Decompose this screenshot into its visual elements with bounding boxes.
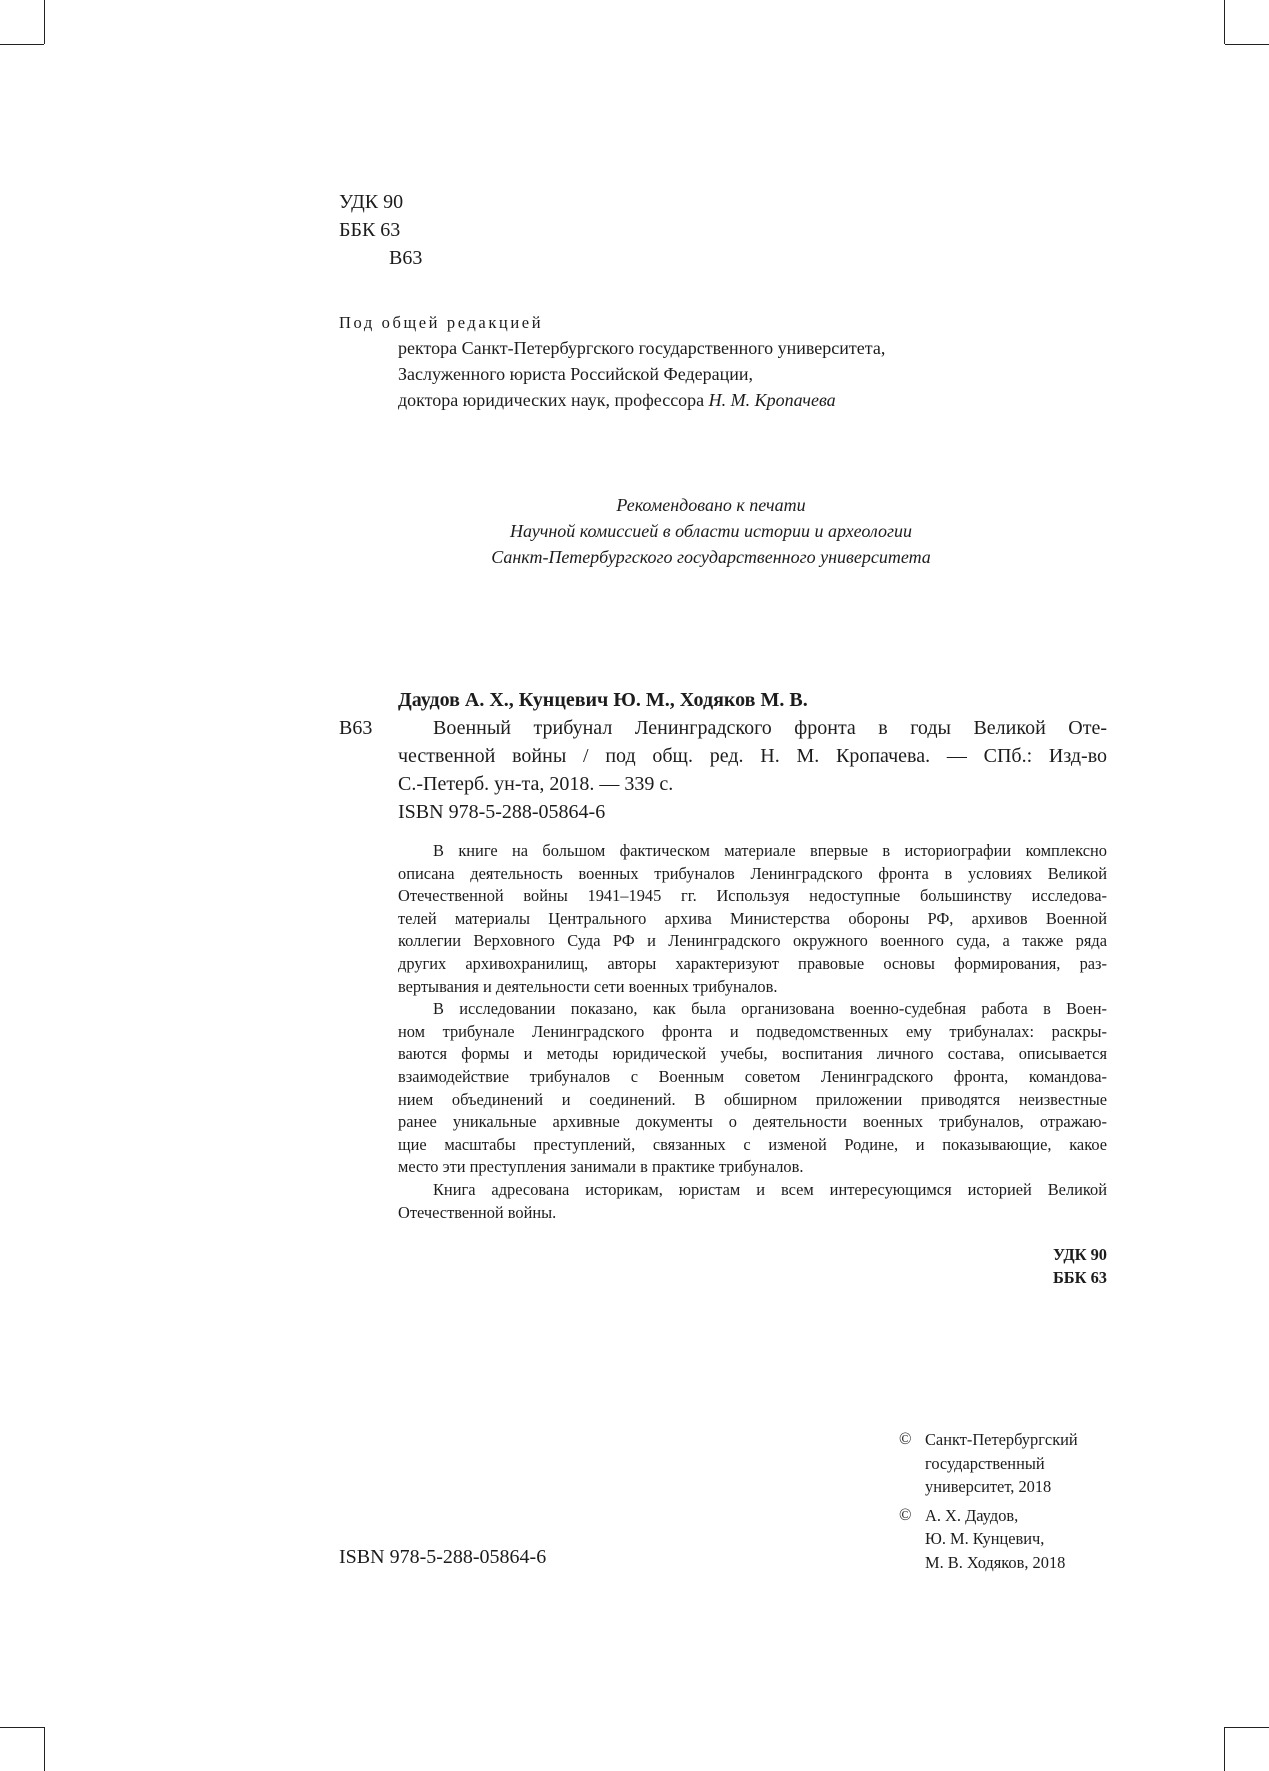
abstract-line: описана деятельность военных трибуналов Ленинградского фронта в условиях Великой — [398, 863, 1107, 883]
crop-mark-bottom-right-v — [1224, 1727, 1225, 1771]
bibliography-mark: В63 — [339, 717, 373, 739]
editorial-line: ректора Санкт-Петербургского государственного университета, — [398, 338, 886, 358]
recommendation-line: Рекомендовано к печати — [616, 495, 806, 515]
copyright-symbol: © — [899, 1429, 912, 1448]
abstract-line: Книга адресована историкам, юристам и всем интересующимся историей Великой — [433, 1179, 1107, 1199]
copyright-block — [899, 1428, 1078, 1574]
abstract-line: ранее уникальные архивные документы о деятельности военных трибуналов, отражаю- — [398, 1112, 1107, 1132]
bibliography-entry — [398, 714, 1107, 826]
copyright-symbol: © — [899, 1504, 912, 1524]
abstract-line: Отечественной войны. — [398, 1202, 557, 1222]
copyright-line: государственный — [925, 1453, 1045, 1473]
abstract-line: щие масштабы преступлений, связанных с изменой Родине, и показывающие, какое — [398, 1134, 1107, 1154]
abstract-line: нием объединений и соединений. В обширном приложении приводятся неизвестные — [398, 1089, 1107, 1109]
copyright-entry-university — [899, 1428, 1078, 1499]
index-codes — [900, 1244, 1107, 1289]
editorial-heading: Под общей редакцией — [339, 313, 544, 332]
abstract-line: ном трибунале Ленинградского фронта и подведомственных ему трибуналах: раскры- — [398, 1021, 1107, 1041]
recommendation-line: Научной комиссией в области истории и археологии — [509, 521, 913, 541]
recommendation-line: Санкт-Петербургского государственного университета — [491, 547, 931, 567]
crop-mark-top-right-v — [1224, 0, 1225, 44]
abstract-line: взаимодействие трибуналов с Военным советом Ленинградского фронта, командова- — [398, 1066, 1107, 1086]
copyright-line: университет, 2018 — [925, 1477, 1052, 1496]
copyright-line: Санкт-Петербургский — [925, 1430, 1078, 1449]
abstract-line: коллегии Верховного Суда РФ и Ленинградского окружного военного суда, а также ряда — [398, 931, 1107, 951]
abstract-line: вертывания и деятельности сети военных трибуналов. — [398, 976, 778, 996]
abstract-line: место эти преступления занимали в практике трибуналов. — [398, 1157, 804, 1177]
recommendation-block — [474, 492, 948, 570]
abstract-line: В исследовании показано, как была организована военно-судебная работа в Воен- — [433, 999, 1107, 1019]
footer-isbn: ISBN 978-5-288-05864-6 — [339, 1546, 547, 1568]
abstract-line: В книге на большом фактическом материале впервые в историографии комплексно — [433, 841, 1107, 860]
editor-name: Н. М. Кропачева — [708, 390, 836, 410]
bibliography-line: чественной войны / под общ. ред. Н. М. Кропачева. — СПб.: Изд-во — [398, 745, 1107, 767]
abstract-line: телей материалы Центрального архива Министерства обороны РФ, архивов Военной — [398, 908, 1107, 928]
copyright-line: А. Х. Даудов, — [925, 1505, 1019, 1525]
crop-mark-bottom-right-h — [1225, 1727, 1269, 1728]
copyright-entry-authors — [899, 1504, 1078, 1575]
abstract — [398, 840, 1107, 1224]
crop-mark-top-right-h — [1225, 44, 1269, 45]
abstract-line: других архивохранилищ, авторы характеризуют правовые основы формирования, раз- — [398, 953, 1107, 973]
copyright-line: Ю. М. Кунцевич, — [925, 1529, 1045, 1548]
abstract-line: Отечественной войны 1941–1945 гг. Используя недоступные большинству исследова- — [398, 886, 1107, 906]
bibliography-isbn: ISBN 978-5-288-05864-6 — [398, 801, 606, 823]
index-bbk: ББК 63 — [1052, 1267, 1107, 1287]
crop-mark-bottom-left-v — [44, 1727, 45, 1771]
crop-mark-bottom-left-h — [0, 1727, 44, 1728]
editorial-line: Заслуженного юриста Российской Федерации, — [398, 364, 753, 384]
crop-mark-top-left-v — [44, 0, 45, 44]
editorial-block — [339, 311, 885, 413]
bibliography-line: Военный трибунал Ленинградского фронта в годы Великой Оте- — [433, 717, 1107, 739]
copyright-line: М. В. Ходяков, 2018 — [925, 1552, 1066, 1572]
bbk-code: ББК 63 — [339, 219, 401, 241]
abstract-line: ваются формы и методы юридической учебы, воспитания личного состава, описывается — [398, 1044, 1107, 1064]
author-mark: В63 — [389, 247, 423, 269]
bibliography-authors: Даудов А. Х., Кунцевич Ю. М., Ходяков М. В. — [398, 689, 808, 711]
bibliography-line: С.-Петерб. ун-та, 2018. — 339 с. — [398, 773, 674, 795]
editorial-line-last — [398, 387, 885, 413]
index-udk: УДК 90 — [1052, 1245, 1107, 1264]
crop-mark-top-left-h — [0, 44, 44, 45]
udk-code: УДК 90 — [339, 191, 404, 213]
editorial-line-text: доктора юридических наук, профессора — [398, 390, 709, 410]
classification-block — [339, 188, 422, 272]
